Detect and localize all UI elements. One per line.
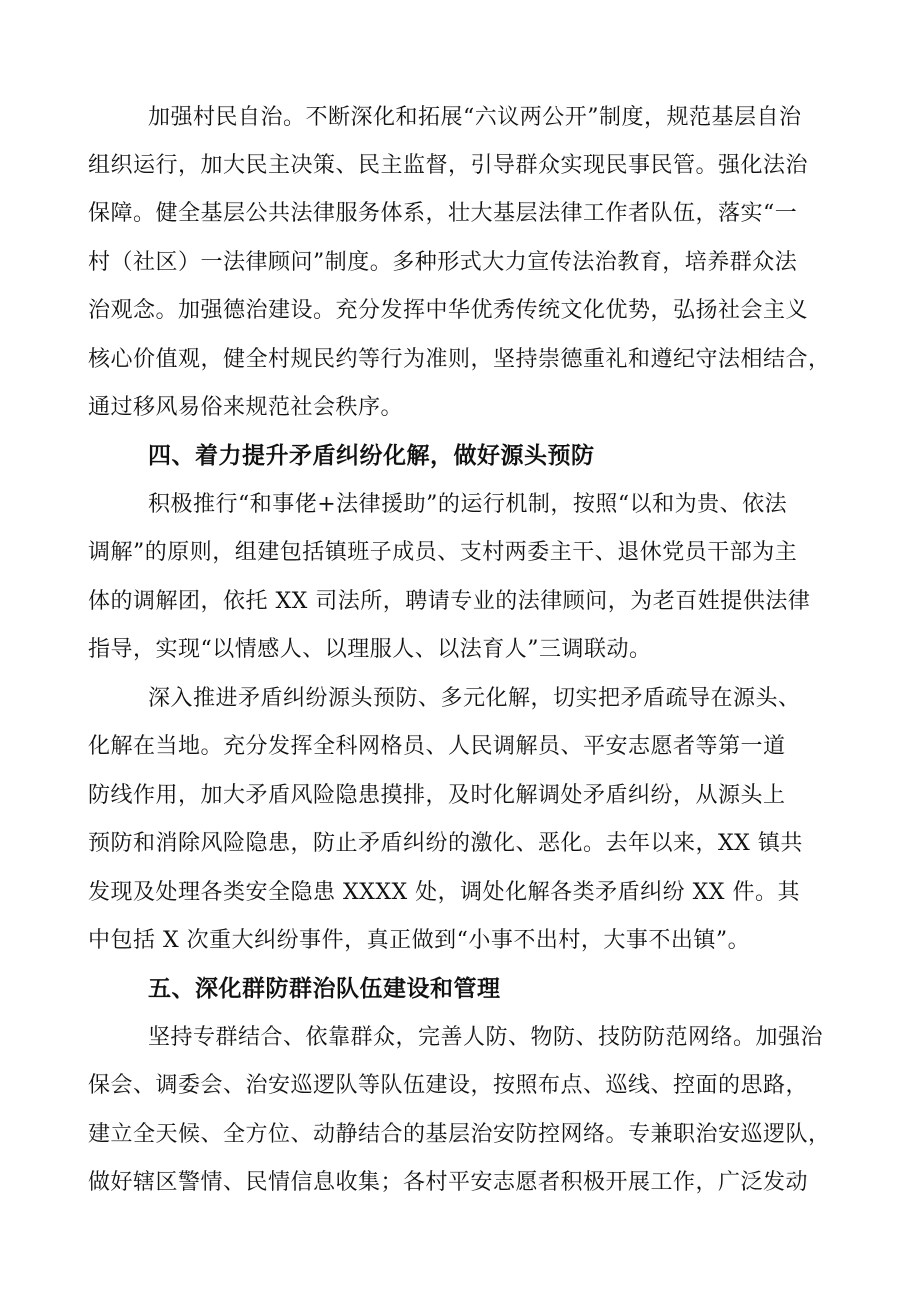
section-heading-4: 四、着力提升矛盾纠纷化解，做好源头预防	[148, 443, 595, 469]
paragraph-line: 保会、调委会、治安巡逻队等队伍建设，按照布点、巡线、控面的思路，	[88, 1073, 809, 1098]
paragraph-line: 核心价值观，健全村规民约等行为准则，坚持崇德重礼和遵纪守法相结合，	[88, 347, 831, 372]
paragraph-line: 通过移风易俗来规范社会秩序。	[88, 395, 404, 420]
paragraph-line: 中包括 X 次重大纠纷事件，真正做到“小事不出村，大事不出镇”。	[88, 928, 751, 953]
paragraph-line: 体的调解团，依托 XX 司法所，聘请专业的法律顾问，为老百姓提供法律	[88, 589, 811, 614]
paragraph-line: 坚持专群结合、依靠群众，完善人防、物防、技防防范网络。加强治	[148, 1025, 824, 1050]
paragraph-line: 组织运行，加大民主决策、民主监督，引导群众实现民事民管。强化法治	[88, 153, 809, 178]
paragraph-line: 加强村民自治。不断深化和拓展“六议两公开”制度，规范基层自治	[148, 105, 802, 130]
paragraph-line: 防线作用，加大矛盾风险隐患摸排，及时化解调处矛盾纠纷，从源头上	[88, 783, 786, 808]
paragraph-line: 预防和消除风险隐患，防止矛盾纠纷的激化、恶化。去年以来，XX 镇共	[88, 831, 803, 856]
paragraph-line: 治观念。加强德治建设。充分发挥中华优秀传统文化优势，弘扬社会主义	[88, 298, 809, 323]
paragraph-line: 指导，实现“以情感人、以理服人、以法育人”三调联动。	[88, 637, 652, 662]
paragraph-line: 保障。健全基层公共法律服务体系，壮大基层法律工作者队伍，落实“一	[88, 201, 798, 226]
paragraph-line: 做好辖区警情、民情信息收集；各村平安志愿者积极开展工作，广泛发动	[88, 1170, 809, 1195]
paragraph-line: 化解在当地。充分发挥全科网格员、人民调解员、平安志愿者等第一道	[88, 734, 786, 759]
paragraph-line: 积极推行“和事佬+法律援助”的运行机制，按照“以和为贵、依法	[148, 492, 788, 517]
paragraph-line: 村（社区）一法律顾问”制度。多种形式大力宣传法治教育，培养群众法	[88, 250, 798, 275]
paragraph-line: 发现及处理各类安全隐患 XXXX 处，调处化解各类矛盾纠纷 XX 件。其	[88, 880, 800, 905]
paragraph-line: 深入推进矛盾纠纷源头预防、多元化解，切实把矛盾疏导在源头、	[148, 686, 801, 711]
section-heading-5: 五、深化群防群治队伍建设和管理	[148, 976, 501, 1002]
paragraph-line: 建立全天候、全方位、动静结合的基层治安防控网络。专兼职治安巡逻队，	[88, 1122, 831, 1147]
paragraph-line: 调解”的原则，组建包括镇班子成员、支村两委主干、退休党员干部为主	[88, 540, 798, 565]
